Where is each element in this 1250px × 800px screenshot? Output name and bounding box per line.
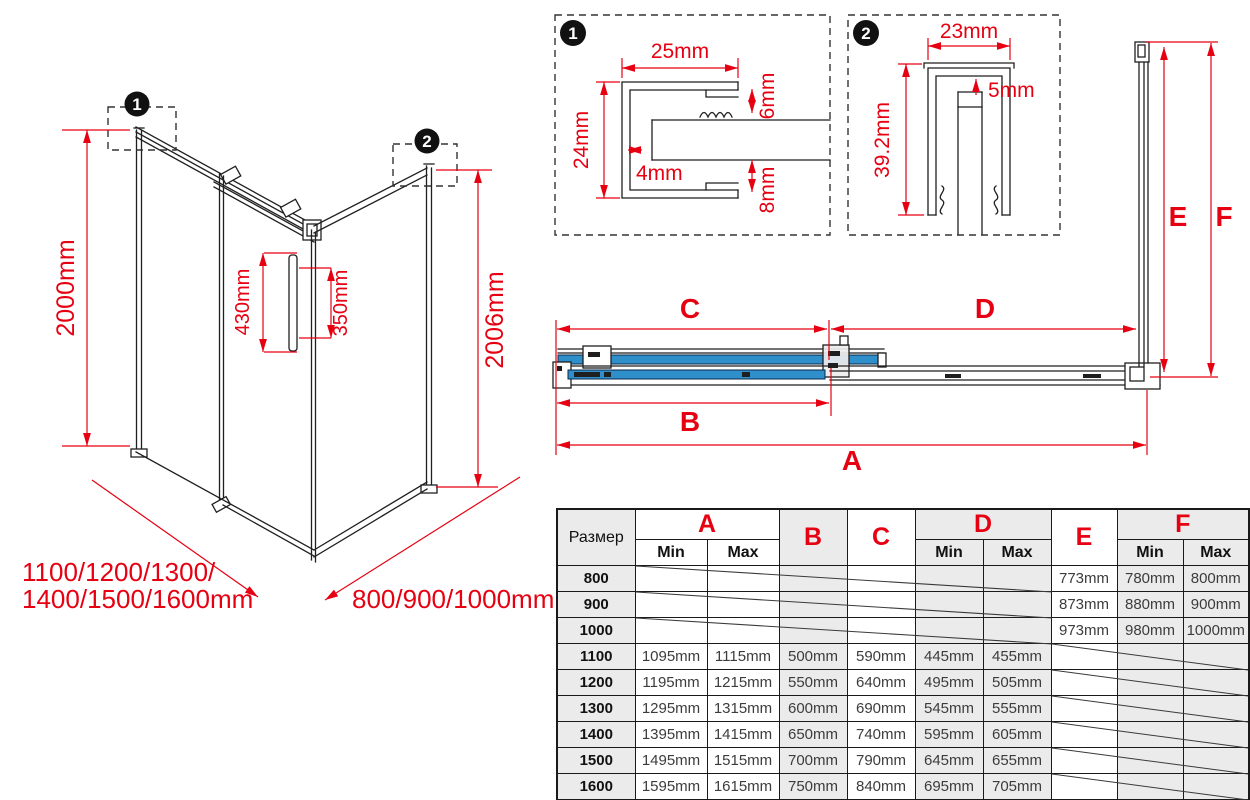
size-table-body — [557, 566, 1249, 800]
table-row — [557, 644, 1249, 670]
detail2-height-dim: 39.2mm — [871, 102, 894, 178]
table-row — [557, 566, 1249, 592]
value-cell: 1395mm — [635, 722, 707, 748]
value-cell — [707, 566, 779, 592]
value-cell: 973mm — [1051, 618, 1117, 644]
value-cell — [915, 566, 983, 592]
row-size-cell: 1500 — [557, 748, 635, 774]
depth-options-label: 800/900/1000mm — [352, 584, 555, 614]
value-cell — [847, 618, 915, 644]
value-cell: 705mm — [983, 774, 1051, 800]
value-cell: 900mm — [1183, 592, 1249, 618]
value-cell — [1117, 774, 1183, 800]
value-cell — [847, 592, 915, 618]
value-cell — [983, 592, 1051, 618]
value-cell: 640mm — [847, 670, 915, 696]
table-row — [557, 722, 1249, 748]
detail-2-profile-section — [848, 15, 1060, 235]
row-size-cell: 900 — [557, 592, 635, 618]
value-cell — [983, 618, 1051, 644]
column-header-b: B — [779, 509, 847, 566]
value-cell: 840mm — [847, 774, 915, 800]
value-cell: 750mm — [779, 774, 847, 800]
d-min-header: Min — [915, 540, 983, 566]
value-cell — [779, 592, 847, 618]
value-cell: 605mm — [983, 722, 1051, 748]
column-header-c: C — [847, 509, 915, 566]
value-cell — [1117, 722, 1183, 748]
width-options-line1: 1100/1200/1300/ — [22, 557, 216, 587]
width-options-line2: 1400/1500/1600mm — [22, 584, 254, 614]
value-cell: 1215mm — [707, 670, 779, 696]
dim-letter-e: E — [1168, 201, 1188, 232]
value-cell: 773mm — [1051, 566, 1117, 592]
table-row — [557, 592, 1249, 618]
value-cell: 1000mm — [1183, 618, 1249, 644]
row-size-cell: 1000 — [557, 618, 635, 644]
value-cell: 880mm — [1117, 592, 1183, 618]
value-cell — [1117, 644, 1183, 670]
value-cell: 1595mm — [635, 774, 707, 800]
dim-letter-c: C — [679, 293, 701, 324]
detail2-marker-number: 2 — [861, 24, 871, 43]
detail1-gap-bottom-dim: 8mm — [756, 166, 779, 214]
value-cell — [1117, 696, 1183, 722]
value-cell: 550mm — [779, 670, 847, 696]
column-header-d: D — [915, 509, 1051, 540]
detail1-width-dim: 25mm — [650, 40, 710, 63]
value-cell: 800mm — [1183, 566, 1249, 592]
table-row — [557, 696, 1249, 722]
row-size-cell: 1300 — [557, 696, 635, 722]
d-max-header: Max — [983, 540, 1051, 566]
value-cell: 445mm — [915, 644, 983, 670]
table-row — [557, 774, 1249, 800]
value-cell: 1195mm — [635, 670, 707, 696]
value-cell — [779, 566, 847, 592]
detail2-width-dim: 23mm — [939, 20, 999, 43]
value-cell — [635, 566, 707, 592]
column-header-a: A — [635, 509, 779, 540]
dim-letter-a: A — [841, 445, 863, 476]
value-cell — [1051, 696, 1117, 722]
value-cell — [1183, 696, 1249, 722]
value-cell — [1183, 644, 1249, 670]
value-cell: 500mm — [779, 644, 847, 670]
dim-letter-b: B — [679, 406, 701, 437]
a-max-header: Max — [707, 540, 779, 566]
value-cell: 1515mm — [707, 748, 779, 774]
value-cell: 695mm — [915, 774, 983, 800]
value-cell — [1183, 722, 1249, 748]
gasket-seal — [994, 186, 997, 214]
value-cell — [1051, 774, 1117, 800]
size-table-container — [556, 508, 1250, 800]
value-cell — [915, 592, 983, 618]
value-cell: 700mm — [779, 748, 847, 774]
value-cell — [1051, 748, 1117, 774]
value-cell: 595mm — [915, 722, 983, 748]
value-cell: 873mm — [1051, 592, 1117, 618]
f-max-header: Max — [1183, 540, 1249, 566]
size-column-header: Размер — [557, 509, 635, 566]
detail-1-profile-section — [555, 15, 830, 235]
value-cell — [915, 618, 983, 644]
value-cell: 650mm — [779, 722, 847, 748]
detail1-gap-top-dim: 6mm — [756, 72, 779, 120]
value-cell: 980mm — [1117, 618, 1183, 644]
value-cell: 555mm — [983, 696, 1051, 722]
column-header-e: E — [1051, 509, 1117, 566]
table-row — [557, 618, 1249, 644]
value-cell: 740mm — [847, 722, 915, 748]
door-roller — [281, 199, 301, 217]
marker2-number: 2 — [422, 132, 432, 151]
dim-letter-f: F — [1215, 201, 1233, 232]
row-size-cell: 800 — [557, 566, 635, 592]
table-row — [557, 748, 1249, 774]
value-cell: 1095mm — [635, 644, 707, 670]
detail2-gap-dim: 5mm — [988, 79, 1035, 102]
value-cell: 655mm — [983, 748, 1051, 774]
roller-carriage — [823, 345, 849, 377]
value-cell — [1183, 670, 1249, 696]
door-handle — [289, 255, 297, 351]
value-cell: 780mm — [1117, 566, 1183, 592]
value-cell: 590mm — [847, 644, 915, 670]
value-cell: 545mm — [915, 696, 983, 722]
dim-height-left: 2000mm — [52, 239, 80, 337]
value-cell: 1415mm — [707, 722, 779, 748]
dim-handle-front: 430mm — [232, 268, 254, 336]
size-table — [556, 508, 1250, 800]
value-cell — [1117, 670, 1183, 696]
value-cell: 1615mm — [707, 774, 779, 800]
value-cell — [779, 618, 847, 644]
value-cell — [847, 566, 915, 592]
value-cell: 1295mm — [635, 696, 707, 722]
row-size-cell: 1400 — [557, 722, 635, 748]
detail1-wall-dim: 4mm — [636, 162, 683, 185]
value-cell — [1183, 774, 1249, 800]
value-cell: 1315mm — [707, 696, 779, 722]
value-cell — [707, 618, 779, 644]
dim-letter-d: D — [974, 293, 996, 324]
value-cell — [1117, 748, 1183, 774]
a-min-header: Min — [635, 540, 707, 566]
value-cell — [1051, 644, 1117, 670]
value-cell: 1495mm — [635, 748, 707, 774]
row-size-cell: 1100 — [557, 644, 635, 670]
value-cell: 645mm — [915, 748, 983, 774]
value-cell — [983, 566, 1051, 592]
value-cell — [1051, 722, 1117, 748]
value-cell: 455mm — [983, 644, 1051, 670]
row-size-cell: 1600 — [557, 774, 635, 800]
value-cell: 1115mm — [707, 644, 779, 670]
dim-handle-side: 350mm — [330, 269, 352, 337]
value-cell — [1051, 670, 1117, 696]
gasket-seal — [940, 186, 943, 214]
isometric-view — [22, 92, 554, 615]
value-cell — [635, 618, 707, 644]
value-cell — [1183, 748, 1249, 774]
marker1-number: 1 — [132, 95, 142, 114]
value-cell — [707, 592, 779, 618]
value-cell — [635, 592, 707, 618]
detail1-height-dim: 24mm — [570, 110, 593, 170]
column-header-f: F — [1117, 509, 1249, 540]
gasket-seal — [700, 113, 732, 118]
detail1-marker-number: 1 — [568, 24, 578, 43]
dim-height-right: 2006mm — [481, 271, 509, 369]
f-min-header: Min — [1117, 540, 1183, 566]
value-cell: 495mm — [915, 670, 983, 696]
value-cell: 600mm — [779, 696, 847, 722]
value-cell: 690mm — [847, 696, 915, 722]
table-row — [557, 670, 1249, 696]
row-size-cell: 1200 — [557, 670, 635, 696]
value-cell: 505mm — [983, 670, 1051, 696]
value-cell: 790mm — [847, 748, 915, 774]
